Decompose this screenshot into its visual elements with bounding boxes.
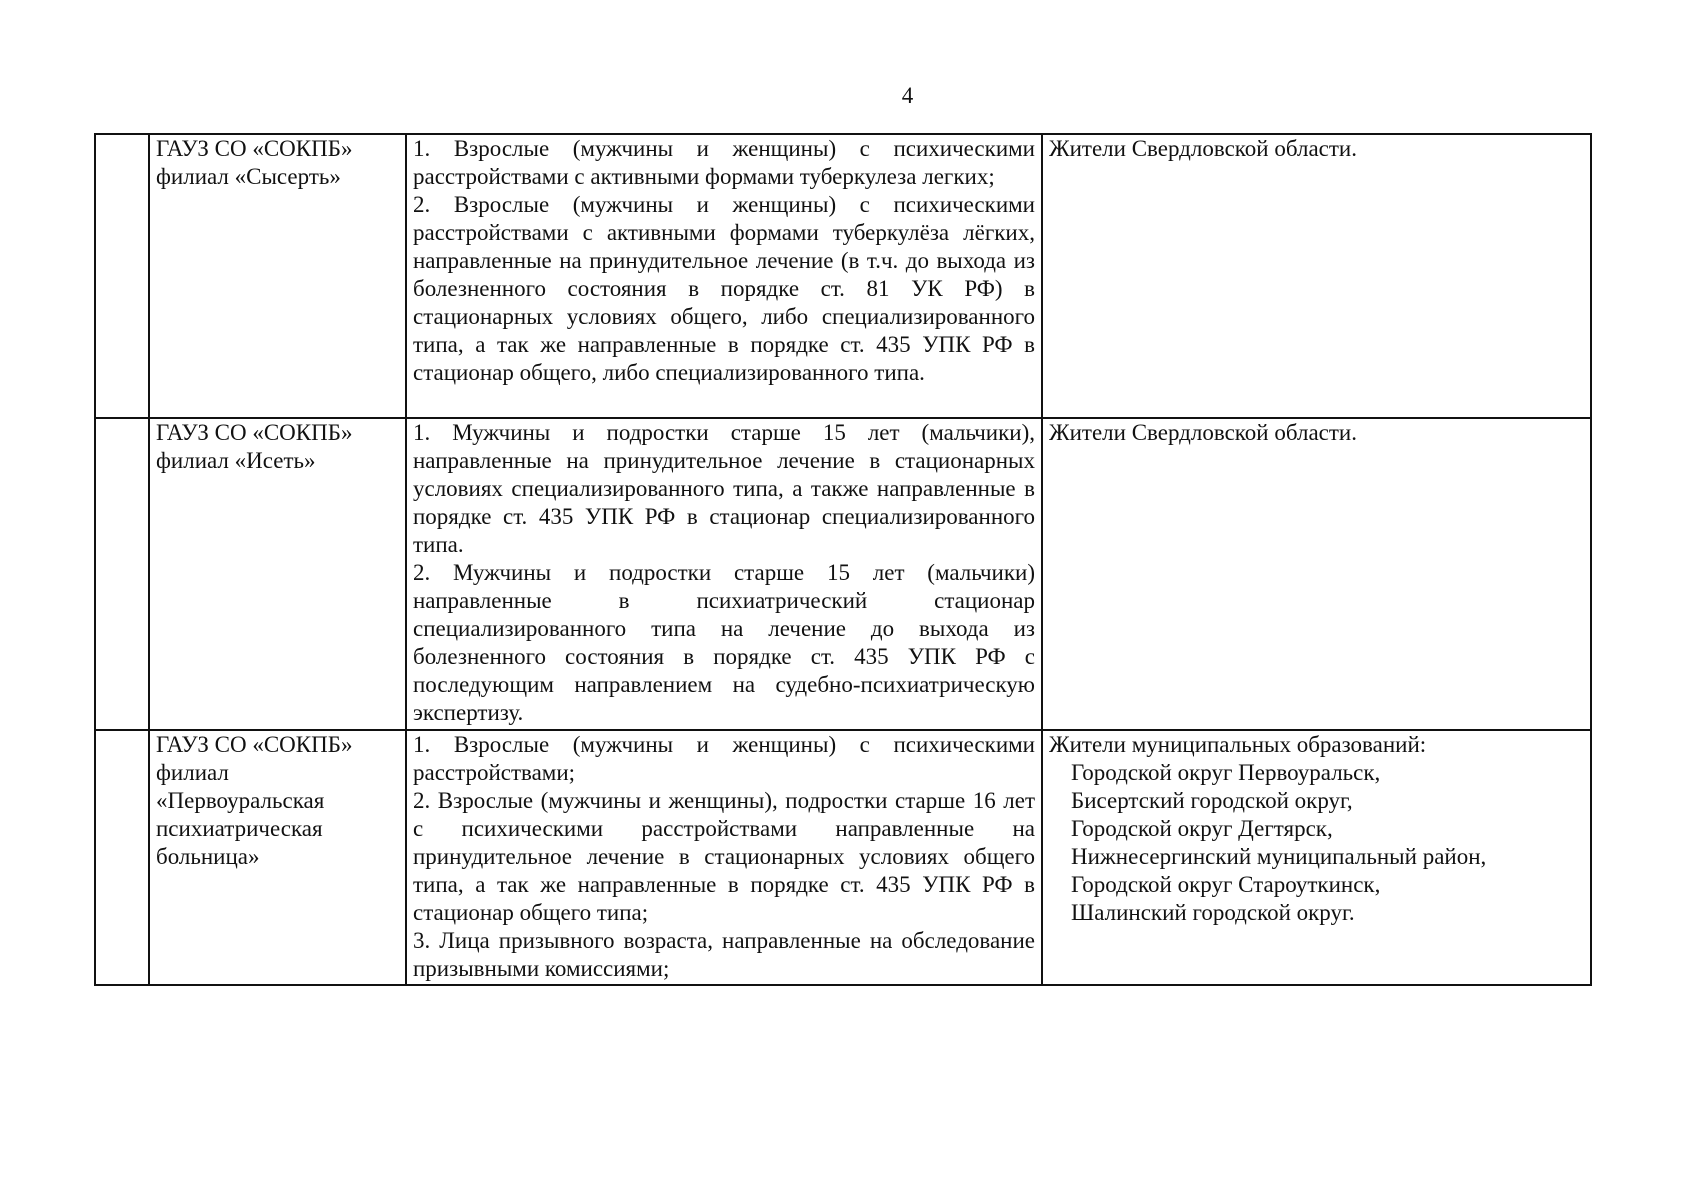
category-item: 2. Взрослые (мужчины и женщины), подростки старше 16 лет с психическими расстройствами направленные на принудительное лечение в стационарных условиях общего типа, а так же направленные в порядке ст. 435 УПК РФ в стационар общего типа; — [413, 788, 1035, 925]
row-number-cell — [95, 134, 149, 418]
page-number: 4 — [901, 83, 914, 108]
categories-cell — [406, 730, 1042, 985]
municipality-item: Бисертский городской округ, — [1071, 788, 1353, 813]
categories-cell — [406, 418, 1042, 730]
municipality-item: Городской округ Дегтярск, — [1071, 816, 1333, 841]
residents-header: Жители Свердловской области. — [1049, 420, 1357, 445]
category-item: 1. Мужчины и подростки старше 15 лет (мальчики), направленные на принудительное лечение в стационарных условиях специализированного типа, а также направленные в порядке ст. 435 УПК РФ в стационар специализированного типа. — [413, 420, 1035, 557]
organization-branch: филиал «Сысерть» — [156, 164, 341, 189]
table-row — [95, 730, 1591, 985]
category-item: 3. Лица призывного возраста, направленные на обследование призывными комиссиями; — [413, 928, 1035, 981]
organization-name: ГАУЗ СО «СОКПБ» — [156, 420, 353, 445]
residents-cell — [1042, 134, 1591, 418]
municipality-item: Городской округ Первоуральск, — [1071, 760, 1381, 785]
municipality-item: Нижнесергинский муниципальный район, — [1071, 844, 1487, 869]
organization-branch: филиал «Исеть» — [156, 448, 316, 473]
categories-cell — [406, 134, 1042, 418]
residents-header: Жители муниципальных образований: — [1049, 732, 1427, 757]
residents-cell — [1042, 418, 1591, 730]
organization-branch: «Первоуральская — [156, 788, 325, 813]
organization-name: ГАУЗ СО «СОКПБ» — [156, 732, 353, 757]
organization-cell — [149, 730, 406, 985]
organization-cell — [149, 134, 406, 418]
organization-branch: психиатрическая — [156, 816, 323, 841]
municipality-item: Шалинский городской округ. — [1071, 900, 1355, 925]
organization-cell — [149, 418, 406, 730]
category-item: 1. Взрослые (мужчины и женщины) с психическими расстройствами; — [413, 732, 1035, 785]
row-number-cell — [95, 418, 149, 730]
municipality-item: Городской округ Староуткинск, — [1071, 872, 1381, 897]
organization-branch: больница» — [156, 844, 260, 869]
institutions-table — [94, 133, 1592, 986]
row-number-cell — [95, 730, 149, 985]
organization-name: ГАУЗ СО «СОКПБ» — [156, 136, 353, 161]
category-item: 2. Взрослые (мужчины и женщины) с психическими расстройствами с активными формами туберкулёза лёгких, направленные на принудительное лечение (в т.ч. до выхода из болезненного состояния в порядке ст. 81 УК РФ) в стационарных условиях общего, либо специализированного типа, а так же направленные в порядке ст. 435 УПК РФ в стационар общего, либо специализированного типа. — [413, 192, 1035, 385]
organization-branch: филиал — [156, 760, 229, 785]
residents-cell — [1042, 730, 1591, 985]
table-row — [95, 134, 1591, 418]
category-item: 2. Мужчины и подростки старше 15 лет (мальчики) направленные в психиатрический стационар специализированного типа на лечение до выхода из болезненного состояния в порядке ст. 435 УПК РФ с последующим направлением на судебно-психиатрическую экспертизу. — [413, 560, 1035, 725]
table-row — [95, 418, 1591, 730]
category-item: 1. Взрослые (мужчины и женщины) с психическими расстройствами с активными формами туберкулеза легких; — [413, 136, 1035, 189]
residents-header: Жители Свердловской области. — [1049, 136, 1357, 161]
